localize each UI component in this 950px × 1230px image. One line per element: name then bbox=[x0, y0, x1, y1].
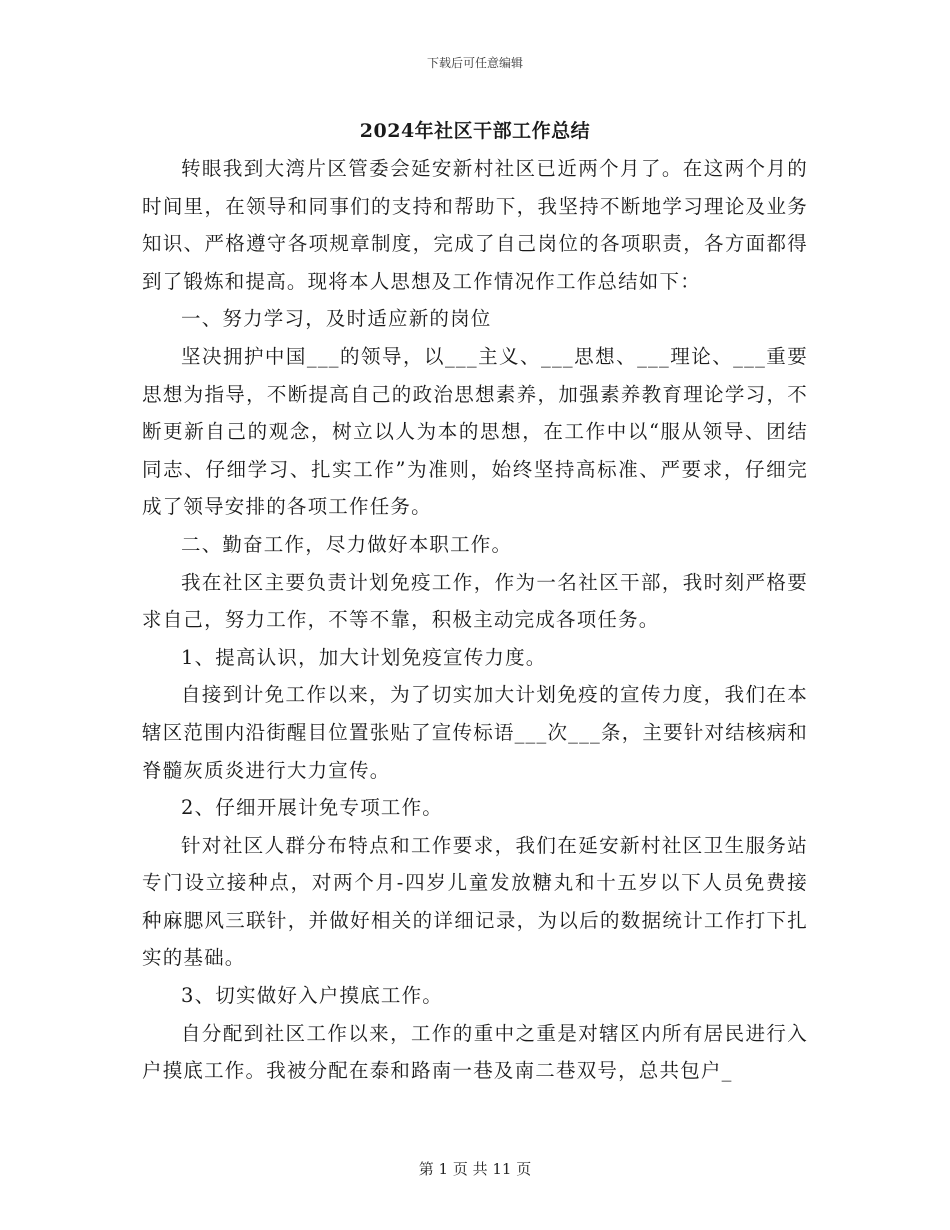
document-title: 2024年社区干部工作总结 bbox=[359, 120, 591, 142]
subheading-3: 3、切实做好入户摸底工作。 bbox=[181, 984, 444, 1008]
subheading-1: 1、提高认识，加大计划免疫宣传力度。 bbox=[181, 645, 547, 669]
document-body bbox=[142, 150, 808, 1090]
subheading-2: 2、仔细开展计免专项工作。 bbox=[181, 796, 444, 820]
paragraph-intro: 转眼我到大湾片区管委会延安新村社区已近两个月了。在这两个月的时间里，在领导和同事们的支持和帮助下，我坚持不断地学习理论及业务知识、严格遵守各项规章制度，完成了自己岗位的各项职责，各方面都得到了锻炼和提高。现将本人思想及工作情况作工作总结如下： bbox=[142, 157, 808, 293]
page-header-note: 下载后可任意编辑 bbox=[426, 56, 523, 70]
page-number: 第 1 页 共 11 页 bbox=[418, 1160, 532, 1178]
paragraph-section-2: 我在社区主要负责计划免疫工作，作为一名社区干部，我时刻严格要求自己，努力工作，不等不靠，积极主动完成各项任务。 bbox=[142, 570, 808, 632]
paragraph-sub-1: 自接到计免工作以来，为了切实加大计划免疫的宣传力度，我们在本辖区范围内沿街醒目位置张贴了宣传标语___次___条，主要针对结核病和脊髓灰质炎进行大力宣传。 bbox=[142, 683, 809, 782]
paragraph-sub-3: 自分配到社区工作以来，工作的重中之重是对辖区内所有居民进行入户摸底工作。我被分配在泰和路南一巷及南二巷双号，总共包户_ bbox=[142, 1021, 808, 1083]
paragraph-section-1: 坚决拥护中国___的领导，以___主义、___思想、___理论、___重要思想为指导，不断提高自己的政治思想素养，加强素养教育理论学习，不断更新自己的观念，树立以人为本的思想，在工作中以“服从领导、团结同志、仔细学习、扎实工作”为准则，始终坚持高标准、严要求，仔细完成了领导安排的各项工作任务。 bbox=[142, 344, 808, 519]
paragraph-sub-2: 针对社区人群分布特点和工作要求，我们在延安新村社区卫生服务站专门设立接种点，对两个月-四岁儿童发放糖丸和十五岁以下人员免费接种麻腮风三联针，并做好相关的详细记录，为以后的数据统计工作打下扎实的基础。 bbox=[142, 833, 808, 970]
section-heading-1: 一、努力学习，及时适应新的岗位 bbox=[181, 307, 492, 331]
section-heading-2: 二、勤奋工作，尽力做好本职工作。 bbox=[181, 532, 513, 556]
